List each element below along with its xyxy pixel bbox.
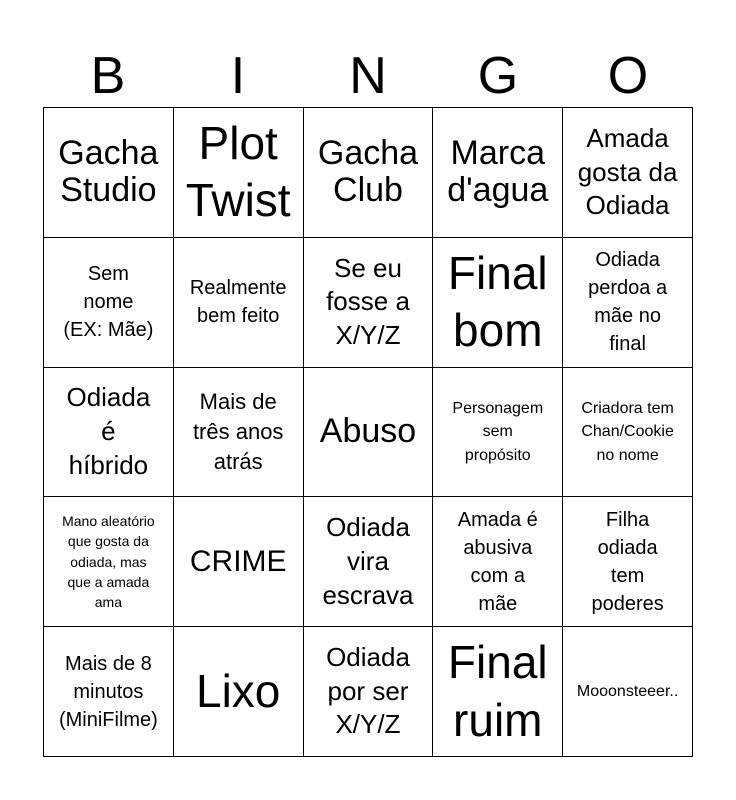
bingo-cell-r4c3[interactable]: [304, 497, 434, 627]
cell-text: Gacha Studio: [58, 134, 159, 210]
header-letter-i: I: [230, 47, 246, 105]
cell-text: Plot Twist: [185, 116, 291, 227]
bingo-header: [43, 44, 693, 108]
bingo-cell-r5c5[interactable]: [563, 627, 693, 757]
bingo-cell-r3c2[interactable]: [174, 368, 304, 498]
bingo-cell-r5c2[interactable]: [174, 627, 304, 757]
cell-text: Mooonsteeer..: [576, 683, 679, 700]
bingo-cell-r4c4[interactable]: [433, 497, 563, 627]
bingo-board: [43, 107, 693, 757]
bingo-cell-r4c5[interactable]: [563, 497, 693, 627]
cell-text: Amada gosta da Odiada: [577, 122, 678, 221]
bingo-cell-r3c4[interactable]: [433, 368, 563, 498]
cell-text: Sem nome (EX: Mãe): [63, 263, 154, 342]
cell-text: Odiada perdoa a mãe no final: [588, 249, 668, 356]
bingo-cell-r1c5[interactable]: [563, 108, 693, 238]
bingo-cell-r3c1[interactable]: [44, 368, 174, 498]
bingo-cell-r4c2[interactable]: [174, 497, 304, 627]
cell-text: Lixo: [196, 664, 281, 717]
cell-text: Criadora tem Chan/Cookie no nome: [581, 400, 674, 464]
bingo-cell-r4c1[interactable]: [44, 497, 174, 627]
cell-text: Mais de 8 minutos (MiniFilme): [58, 652, 158, 731]
cell-text: CRIME: [189, 545, 287, 579]
cell-text: Final ruim: [447, 636, 548, 746]
cell-text: Gacha Club: [317, 134, 419, 210]
bingo-cell-r1c3[interactable]: [304, 108, 434, 238]
header-letter-o: O: [607, 47, 649, 105]
cell-text: Odiada vira escrava: [322, 512, 414, 610]
cell-text: Personagem sem propósito: [452, 400, 544, 464]
cell-text: Filha odiada tem poderes: [591, 508, 664, 615]
bingo-cell-r3c5[interactable]: [563, 368, 693, 498]
cell-text: Odiada por ser X/Y/Z: [326, 641, 410, 740]
bingo-cell-r1c1[interactable]: [44, 108, 174, 238]
cell-text: Final bom: [447, 246, 548, 357]
bingo-cell-r2c5[interactable]: [563, 238, 693, 368]
cell-text: Realmente bem feito: [189, 277, 287, 328]
bingo-cell-r1c4[interactable]: [433, 108, 563, 238]
bingo-cell-r2c1[interactable]: [44, 238, 174, 368]
cell-text: Abuso: [319, 412, 417, 451]
bingo-cell-r2c3[interactable]: [304, 238, 434, 368]
bingo-cell-r2c2[interactable]: [174, 238, 304, 368]
bingo-cell-r3c3[interactable]: [304, 368, 434, 498]
cell-text: Amada é abusiva com a mãe: [457, 508, 538, 615]
header-letter-g: G: [477, 47, 519, 105]
cell-text: Mano aleatório que gosta da odiada, mas que a amada ama: [62, 513, 155, 611]
bingo-cell-r5c1[interactable]: [44, 627, 174, 757]
header-letter-n: N: [349, 47, 387, 105]
header-letter-b: B: [90, 47, 126, 105]
cell-text: Odiada é híbrido: [66, 382, 151, 480]
bingo-cell-r5c4[interactable]: [433, 627, 563, 757]
cell-text: Marca d'agua: [447, 134, 549, 210]
bingo-cell-r2c4[interactable]: [433, 238, 563, 368]
bingo-cell-r1c2[interactable]: [174, 108, 304, 238]
cell-text: Mais de três anos atrás: [192, 389, 284, 474]
cell-text: Se eu fosse a X/Y/Z: [326, 252, 410, 351]
bingo-cell-r5c3[interactable]: [304, 627, 434, 757]
